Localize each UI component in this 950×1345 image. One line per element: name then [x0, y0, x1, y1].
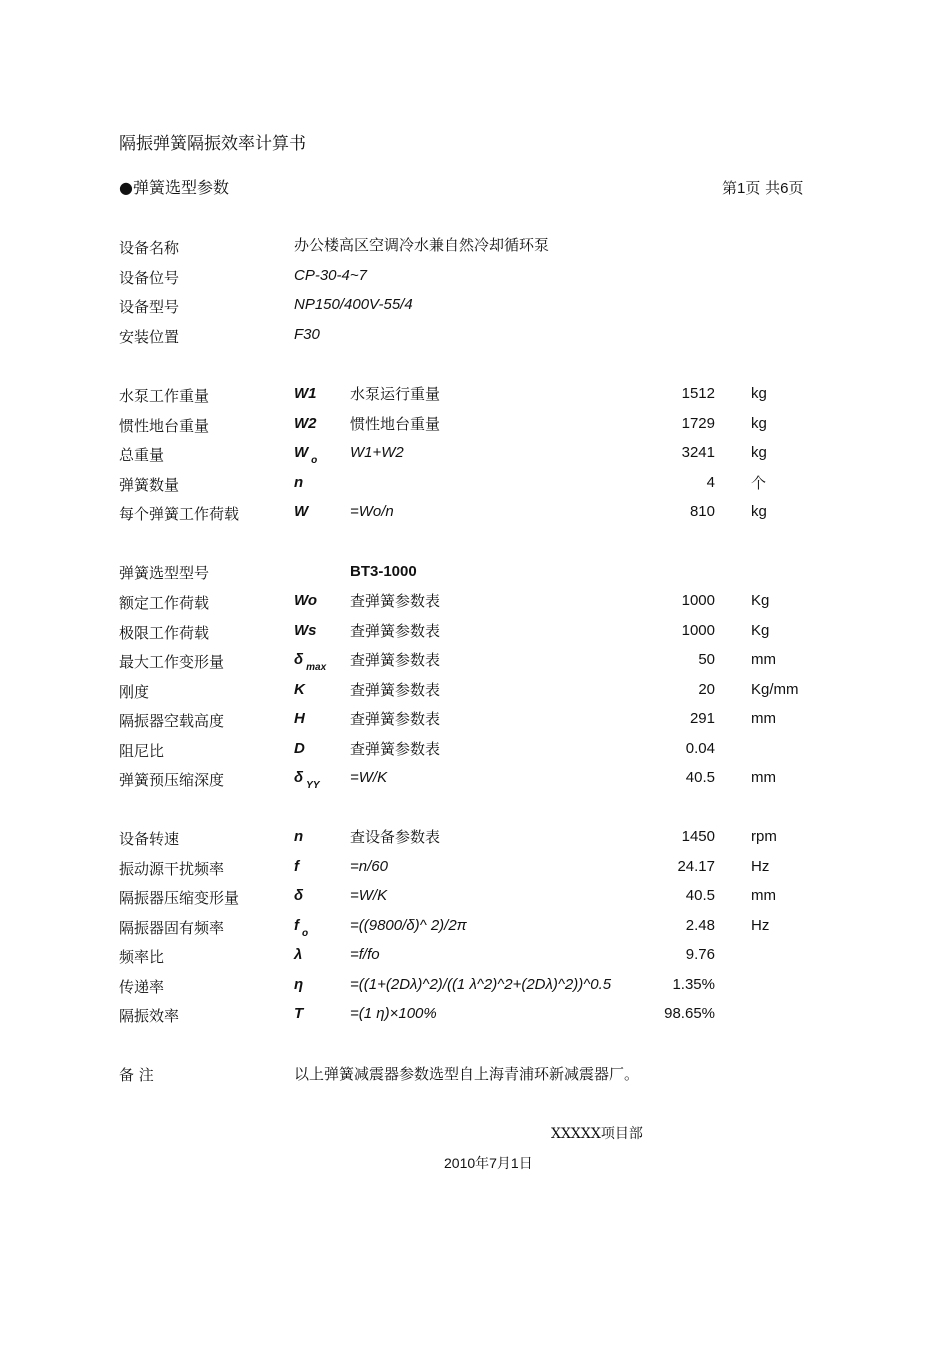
param-symbol	[294, 1004, 303, 1024]
param-symbol	[294, 827, 303, 847]
param-label: 频率比	[119, 948, 165, 966]
param-label: 总重量	[119, 446, 165, 464]
param-unit: kg	[751, 385, 767, 402]
param-symbol	[294, 650, 326, 672]
param-symbol	[294, 384, 317, 404]
device-name-value: 办公楼高区空调冷水兼自然冷却循环泵	[294, 236, 550, 254]
param-symbol	[294, 473, 303, 493]
param-label: 最大工作变形量	[119, 653, 225, 671]
param-symbol-text: W	[294, 503, 309, 520]
param-unit: rpm	[751, 828, 777, 845]
param-unit: mm	[751, 769, 776, 786]
spring-model-value: BT3-1000	[350, 563, 417, 580]
param-formula: =((1+(2Dλ)^2)/((1 λ^2)^2+(2Dλ)^2))^0.5	[350, 975, 612, 993]
param-symbol-text: W	[294, 444, 309, 461]
param-symbol-subscript: YY	[306, 780, 320, 791]
param-label: 振动源干扰频率	[119, 859, 225, 878]
param-symbol-text: T	[294, 1005, 304, 1022]
param-symbol-text: H	[294, 710, 305, 727]
param-value: 4	[706, 473, 715, 491]
param-unit: Hz	[751, 916, 770, 934]
param-label: 隔振效率	[119, 1007, 180, 1025]
section-heading: ●弹簧选型参数	[119, 178, 229, 197]
device-name-label: 设备名称	[119, 239, 180, 257]
param-label: 刚度	[119, 682, 150, 701]
device-model-label: 设备型号	[119, 298, 180, 316]
param-symbol	[294, 916, 308, 938]
param-symbol	[294, 591, 317, 611]
remark-text: 以上弹簧减震器参数选型自上海青浦环新减震器厂。	[294, 1065, 640, 1083]
param-value: 98.65%	[664, 1005, 715, 1022]
param-formula: =f/fo	[350, 946, 380, 963]
param-formula: 查弹簧参数表	[350, 739, 441, 758]
param-formula: 查弹簧参数表	[350, 592, 441, 610]
param-symbol-text: δ	[294, 651, 304, 668]
param-value: 0.04	[685, 739, 715, 757]
footer-date: 2010年7月1日	[444, 1155, 533, 1171]
footer-department: XXXXX项目部	[551, 1126, 643, 1142]
param-unit: Hz	[751, 857, 770, 875]
param-symbol-text: D	[294, 739, 305, 757]
param-formula: =((9800/δ)^ 2)/2π	[350, 916, 467, 934]
page-indicator: 第1页 共6页	[722, 179, 804, 197]
remark-label: 备 注	[119, 1066, 154, 1084]
param-symbol-text: Wo	[294, 592, 318, 609]
param-value: 2.48	[685, 916, 715, 934]
param-symbol	[294, 768, 320, 790]
param-formula: 查弹簧参数表	[350, 710, 441, 728]
param-symbol	[294, 945, 302, 965]
param-value: 291	[689, 710, 715, 727]
param-label: 隔振器压缩变形量	[119, 889, 240, 907]
param-symbol	[294, 857, 299, 877]
param-label: 每个弹簧工作荷载	[119, 505, 240, 523]
param-label: 弹簧数量	[119, 475, 180, 494]
param-formula: =(1 η)×100%	[350, 1005, 437, 1022]
spring-model-label: 弹簧选型型号	[119, 564, 210, 582]
param-unit: Kg	[751, 592, 770, 609]
param-formula: 水泵运行重量	[350, 385, 441, 403]
param-label: 极限工作荷载	[119, 623, 210, 642]
param-value: 50	[698, 651, 715, 668]
param-value: 1000	[681, 592, 715, 609]
param-value: 20	[698, 680, 715, 698]
param-unit: 个	[751, 473, 767, 492]
param-formula: =n/60	[350, 857, 388, 875]
param-value: 9.76	[685, 946, 715, 963]
param-symbol-text: K	[294, 680, 305, 698]
device-location-value: F30	[294, 326, 320, 343]
param-symbol-subscript: o	[311, 455, 318, 466]
param-value: 1.35%	[672, 975, 715, 993]
param-unit: kg	[751, 503, 767, 520]
param-symbol	[294, 975, 303, 995]
param-symbol	[294, 886, 303, 906]
document-title: 隔振弹簧隔振效率计算书	[119, 134, 306, 154]
param-label: 设备转速	[119, 830, 180, 848]
param-value: 810	[689, 503, 715, 520]
param-formula: 查设备参数表	[350, 828, 441, 846]
param-formula: 查弹簧参数表	[350, 621, 441, 640]
param-symbol	[294, 709, 305, 729]
param-formula: =Wo/n	[350, 503, 394, 520]
param-value: 1000	[681, 621, 715, 639]
param-formula: 查弹簧参数表	[350, 651, 441, 669]
param-symbol	[294, 621, 317, 641]
param-value: 1512	[681, 385, 715, 402]
param-symbol-text: δ	[294, 769, 304, 786]
param-formula: W1+W2	[350, 444, 404, 461]
param-symbol	[294, 414, 317, 434]
param-value: 1729	[681, 414, 715, 432]
param-symbol-subscript: max	[306, 662, 327, 673]
param-formula: =W/K	[350, 769, 388, 786]
param-label: 隔振器固有频率	[119, 918, 225, 937]
param-unit: mm	[751, 651, 776, 668]
param-symbol-text: Ws	[294, 621, 317, 639]
param-value: 3241	[681, 444, 715, 461]
param-unit: mm	[751, 710, 776, 727]
param-symbol-text: f	[294, 857, 299, 875]
param-label: 传递率	[119, 977, 165, 996]
param-symbol-text: f	[294, 916, 299, 934]
param-label: 额定工作荷载	[119, 594, 210, 612]
device-model-value: NP150/400V-55/4	[294, 296, 413, 313]
param-label: 阻尼比	[119, 741, 165, 760]
param-formula: 查弹簧参数表	[350, 680, 441, 699]
param-symbol-text: W1	[294, 385, 317, 402]
param-value: 40.5	[685, 887, 715, 904]
param-unit: kg	[751, 444, 767, 461]
param-symbol	[294, 502, 308, 522]
param-symbol-text: λ	[294, 946, 303, 963]
param-symbol-text: δ	[294, 887, 304, 904]
param-formula: 惯性地台重量	[350, 414, 441, 433]
param-unit: Kg/mm	[751, 680, 799, 698]
param-symbol	[294, 443, 317, 465]
param-unit: Kg	[751, 621, 770, 639]
device-location-label: 安装位置	[119, 328, 180, 346]
param-unit: mm	[751, 887, 776, 904]
param-value: 1450	[681, 828, 715, 845]
device-tag-value: CP-30-4~7	[294, 267, 367, 284]
param-symbol-subscript: o	[302, 927, 309, 939]
param-symbol-text: n	[294, 473, 304, 491]
param-label: 水泵工作重量	[119, 387, 210, 405]
param-symbol	[294, 680, 305, 700]
param-unit: kg	[751, 414, 767, 432]
device-tag-label: 设备位号	[119, 269, 180, 287]
param-symbol-text: n	[294, 828, 304, 845]
param-symbol	[294, 739, 305, 759]
param-symbol-text: W2	[294, 414, 317, 432]
param-label: 弹簧预压缩深度	[119, 771, 225, 789]
param-label: 惯性地台重量	[119, 416, 210, 435]
param-formula: =W/K	[350, 887, 388, 904]
param-symbol-text: η	[294, 975, 304, 993]
param-value: 24.17	[677, 857, 715, 875]
param-label: 隔振器空载高度	[119, 712, 225, 730]
param-value: 40.5	[685, 769, 715, 786]
